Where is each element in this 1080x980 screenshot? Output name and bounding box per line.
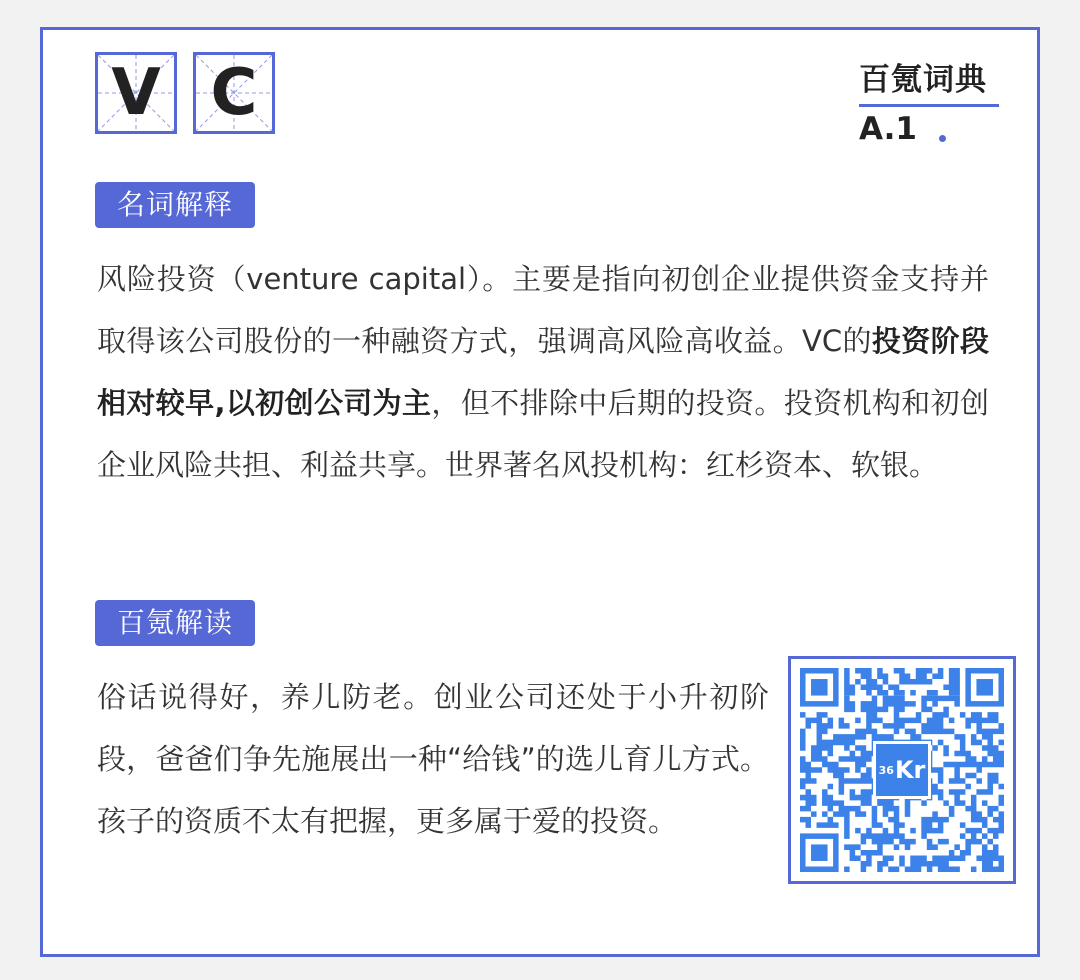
section-tag-definition: 名词解释 <box>95 182 255 228</box>
letter-c: C <box>210 56 258 130</box>
interpretation-text: 俗话说得好，养儿防老。创业公司还处于小升初阶段，爸爸们争先施展出一种“给钱”的选儿育儿方式。孩子的资质不太有把握，更多属于爱的投资。 <box>97 680 769 838</box>
brand-title: 百氪词典 <box>859 60 999 107</box>
qr-finder-0 <box>803 671 836 704</box>
definition-text-part1: 风险投资（venture capital）。主要是指向初创企业提供资金支持并取得该公司股份的一种融资方式，强调高风险高收益。VC的 <box>97 262 989 358</box>
brand-block <box>859 60 999 151</box>
letter-v: V <box>111 56 161 130</box>
glossary-card <box>40 27 1040 957</box>
definition-text-emphasis: 投资阶段相对较早,以初创公司为主 <box>97 324 989 420</box>
letter-box-v <box>95 52 177 134</box>
dot-icon <box>939 135 946 142</box>
qr-finder-1 <box>968 671 1001 704</box>
letter-box-c <box>193 52 275 134</box>
brand-code-row <box>859 107 999 151</box>
qr-code <box>788 656 1016 884</box>
36kr-logo-icon <box>873 741 931 799</box>
logo-main-text: Kr <box>894 756 926 784</box>
definition-text <box>97 248 989 496</box>
logo-sup-text: 36 <box>878 763 894 777</box>
section-tag-interpretation: 百氪解读 <box>95 600 255 646</box>
definition-text-part2: ，但不排除中后期的投资。投资机构和初创企业风险共担、利益共享。世界著名风投机构：红杉资本、软银。 <box>97 386 989 482</box>
qr-finder-2 <box>803 836 836 869</box>
brand-code: A.1 <box>859 111 917 147</box>
